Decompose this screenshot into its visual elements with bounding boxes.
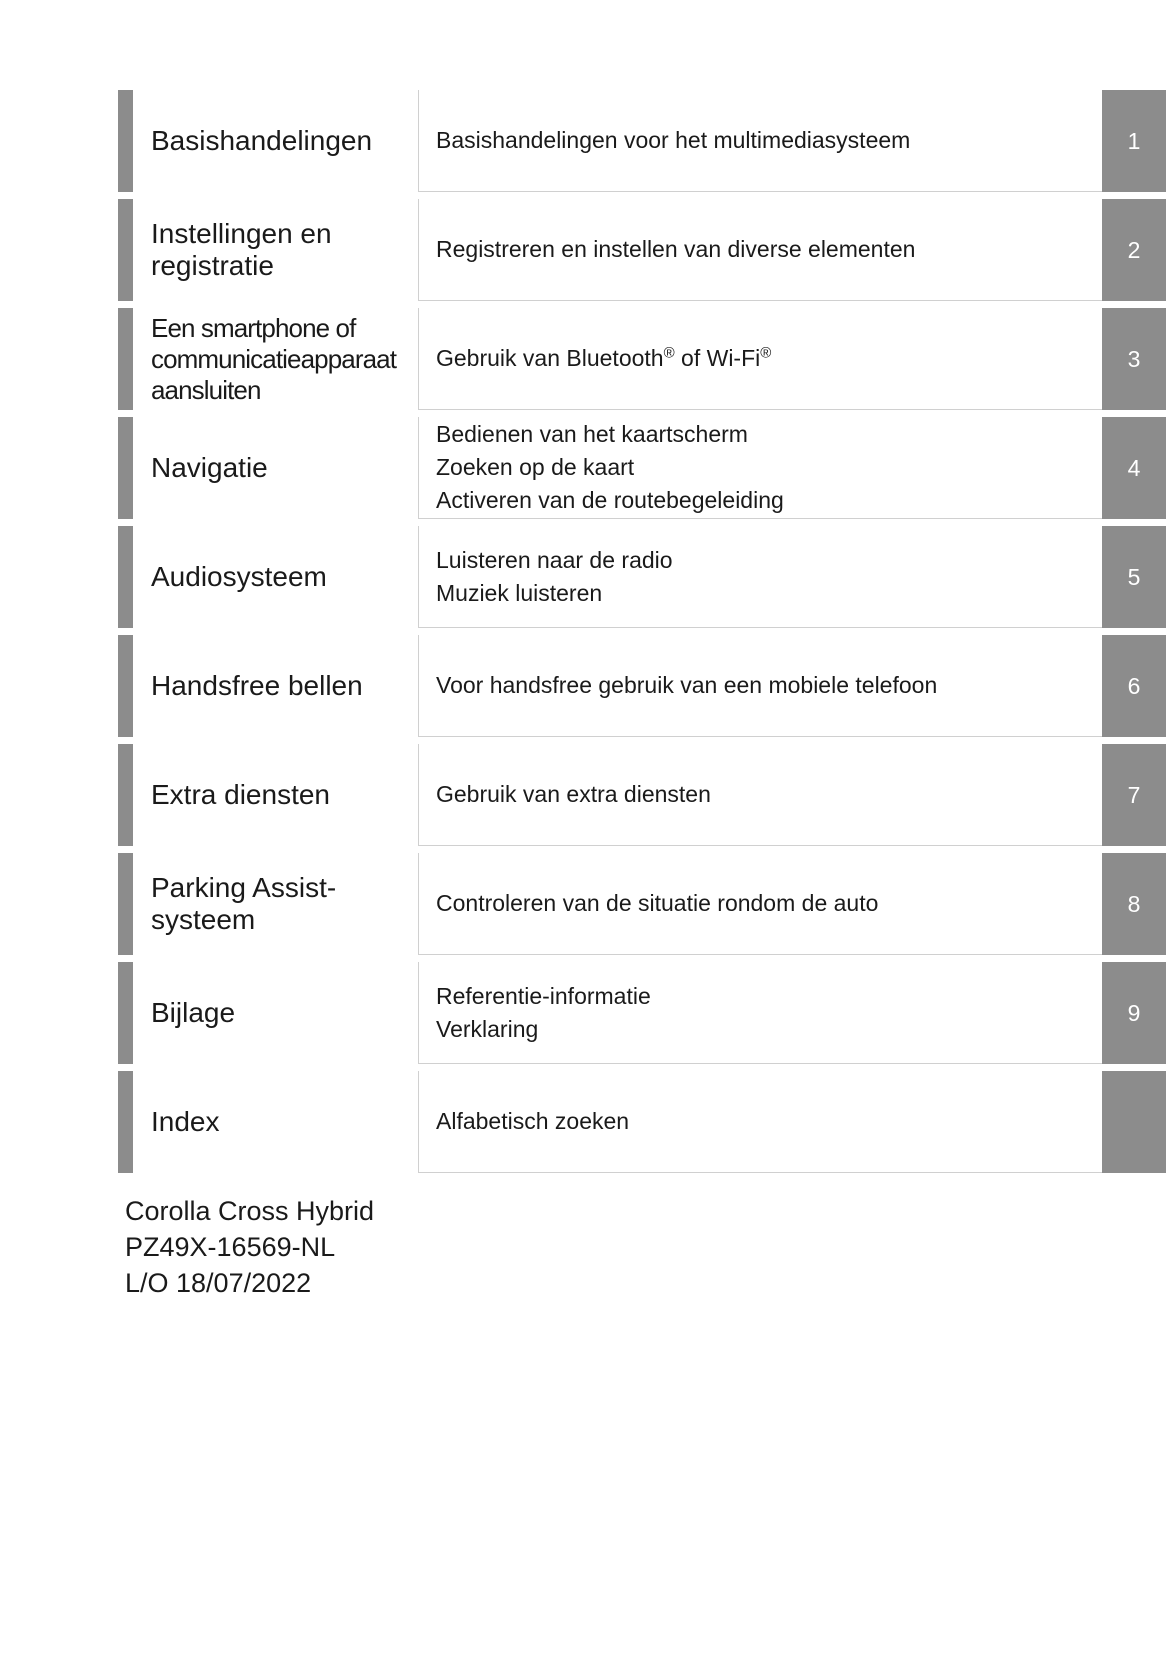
chapter-tab[interactable] (1102, 744, 1166, 846)
chapter-title[interactable]: Bijlage (151, 997, 236, 1028)
chapter-tab[interactable] (1102, 308, 1166, 410)
topic-text: of Wi-Fi (674, 345, 761, 371)
chapter-topic[interactable] (436, 887, 878, 920)
chapter-row[interactable] (118, 1071, 1166, 1173)
chapter-topic[interactable] (436, 342, 771, 375)
chapter-title[interactable]: Audiosysteem (151, 561, 327, 592)
chapter-description (418, 853, 1102, 955)
chapter-description (418, 962, 1102, 1064)
chapter-topic[interactable] (436, 669, 937, 702)
topic-text: Muziek luisteren (436, 579, 603, 606)
chapter-title[interactable]: Een smartphone of communicatieapparaat aansluiten (151, 312, 397, 405)
chapter-accent-bar (118, 417, 133, 519)
topic-text: Luisteren naar de radio (436, 546, 673, 573)
chapter-number: 1 (1127, 127, 1141, 154)
chapter-accent-bar (118, 199, 133, 301)
chapter-accent-bar (118, 1071, 133, 1173)
chapter-title[interactable]: Instellingen en registratie (151, 218, 332, 281)
chapter-tab[interactable] (1102, 853, 1166, 955)
model-name: Corolla Cross Hybrid (125, 1196, 375, 1226)
chapter-accent-bar (118, 744, 133, 846)
chapter-topic[interactable] (436, 1013, 651, 1046)
chapter-description (418, 308, 1102, 410)
topic-text: Voor handsfree gebruik van een mobiele telefoon (436, 672, 938, 698)
chapter-accent-bar (118, 526, 133, 628)
chapter-description (418, 526, 1102, 628)
topic-text: Gebruik van extra diensten (436, 781, 711, 807)
chapter-tab[interactable] (1102, 962, 1166, 1064)
topic-text: Bedienen van het kaartscherm (436, 421, 748, 447)
chapter-topics (436, 526, 673, 627)
chapter-row[interactable] (118, 308, 1166, 410)
layout-date: L/O 18/07/2022 (125, 1268, 312, 1298)
chapter-title[interactable]: Handsfree bellen (151, 670, 363, 701)
chapter-row[interactable] (118, 417, 1166, 519)
chapter-topic[interactable] (436, 233, 915, 266)
chapter-accent-bar (118, 962, 133, 1064)
registered-mark: ® (760, 344, 772, 362)
chapter-description (418, 417, 1102, 519)
chapter-description (418, 90, 1102, 192)
chapter-row[interactable] (118, 526, 1166, 628)
topic-text: Controleren van de situatie rondom de auto (436, 890, 879, 916)
chapter-title[interactable]: Navigatie (151, 452, 268, 483)
chapter-tab[interactable] (1102, 635, 1166, 737)
chapter-topic[interactable] (436, 778, 711, 811)
chapter-row[interactable] (118, 744, 1166, 846)
topic-text: Zoeken op de kaart (436, 454, 635, 480)
chapter-title[interactable]: Index (151, 1106, 220, 1137)
topic-text: Gebruik van Bluetooth (436, 345, 664, 371)
chapter-number: 2 (1127, 236, 1141, 263)
chapter-topics (436, 962, 651, 1063)
topic-text: Referentie-informatie (436, 982, 651, 1009)
chapter-topics (436, 199, 915, 300)
chapter-tab[interactable] (1102, 90, 1166, 192)
document-info (125, 1193, 374, 1301)
chapter-topics (436, 90, 910, 191)
chapter-number: 9 (1127, 999, 1141, 1026)
chapter-topic[interactable] (436, 418, 784, 451)
chapter-topic[interactable] (436, 577, 673, 610)
chapter-topic[interactable] (436, 1105, 629, 1138)
chapter-topics (436, 417, 784, 518)
chapter-row[interactable] (118, 853, 1166, 955)
chapter-topics (436, 308, 771, 409)
topic-text: Alfabetisch zoeken (436, 1108, 630, 1134)
chapter-number: 6 (1127, 672, 1141, 699)
chapter-topic[interactable] (436, 451, 784, 484)
chapter-row[interactable] (118, 90, 1166, 192)
chapter-description (418, 635, 1102, 737)
chapter-accent-bar (118, 90, 133, 192)
chapter-row[interactable] (118, 635, 1166, 737)
chapter-row[interactable] (118, 962, 1166, 1064)
document-code: PZ49X-16569-NL (125, 1232, 336, 1262)
chapter-number: 3 (1127, 345, 1141, 372)
chapter-row[interactable] (118, 199, 1166, 301)
topic-text: Activeren van de routebegeleiding (436, 487, 784, 513)
chapter-topic[interactable] (436, 544, 673, 577)
chapter-topics (436, 1071, 629, 1172)
chapter-accent-bar (118, 853, 133, 955)
chapter-title[interactable]: Extra diensten (151, 779, 330, 810)
chapter-title[interactable]: Parking Assist- systeem (151, 872, 337, 935)
chapter-tab[interactable] (1102, 1071, 1166, 1173)
registered-mark: ® (663, 344, 675, 362)
chapter-description (418, 199, 1102, 301)
chapter-number: 4 (1127, 454, 1141, 481)
chapter-number: 7 (1127, 781, 1141, 808)
chapter-tab[interactable] (1102, 199, 1166, 301)
chapter-topics (436, 635, 937, 736)
chapter-topic[interactable] (436, 124, 910, 157)
chapter-number: 5 (1127, 563, 1141, 590)
topic-text: Registreren en instellen van diverse elementen (436, 236, 916, 262)
chapter-topics (436, 853, 878, 954)
chapter-number: 8 (1127, 890, 1141, 917)
chapter-topics (436, 744, 711, 845)
chapter-title[interactable]: Basishandelingen (151, 125, 373, 156)
chapter-description (418, 1071, 1102, 1173)
topic-text: Verklaring (436, 1015, 539, 1042)
chapter-accent-bar (118, 308, 133, 410)
chapter-tab[interactable] (1102, 526, 1166, 628)
chapter-accent-bar (118, 635, 133, 737)
chapter-topic[interactable] (436, 484, 784, 517)
chapter-tab[interactable] (1102, 417, 1166, 519)
chapter-topic[interactable] (436, 980, 651, 1013)
topic-text: Basishandelingen voor het multimediasysteem (436, 127, 911, 153)
chapter-description (418, 744, 1102, 846)
